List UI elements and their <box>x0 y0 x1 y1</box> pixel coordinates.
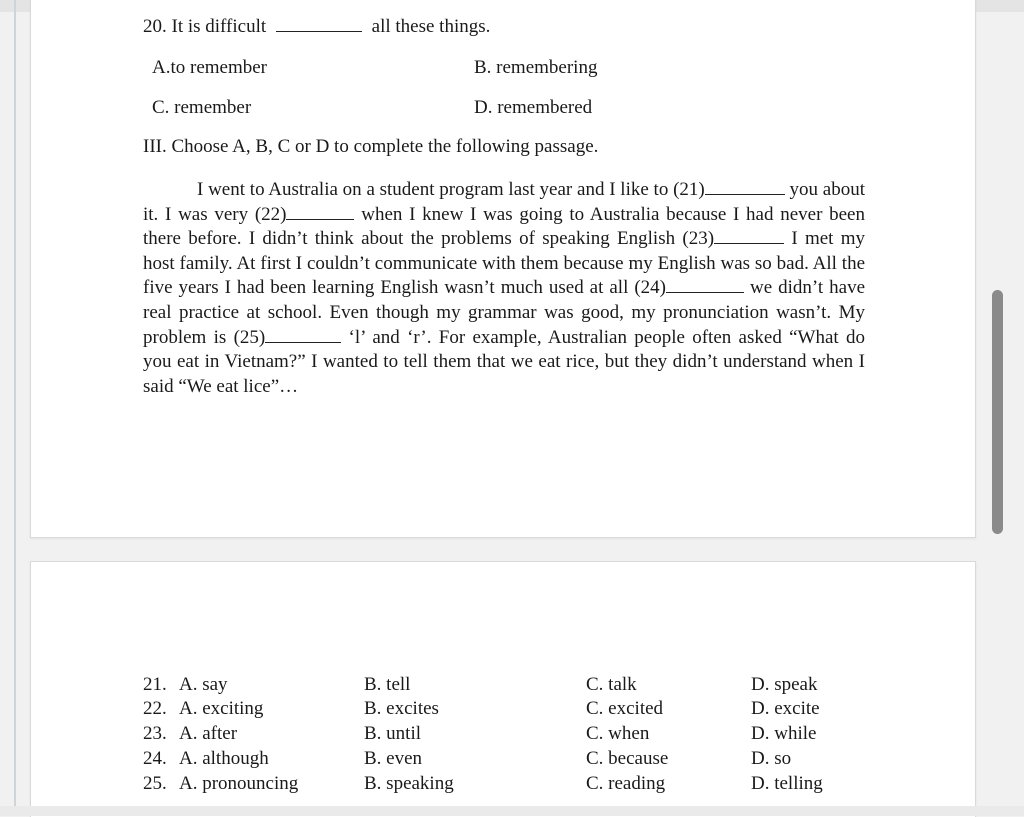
question-20-option-b: B. remembering <box>474 57 598 78</box>
blank-23 <box>714 242 784 244</box>
question-number: 21. <box>143 674 167 695</box>
answer-row-22 <box>143 698 863 723</box>
option-c: C. when <box>586 723 650 744</box>
option-c: C. because <box>586 748 669 769</box>
option-b: B. tell <box>364 674 411 695</box>
scrollbar-thumb[interactable] <box>992 290 1003 534</box>
question-number: 25. <box>143 773 167 794</box>
option-c: C. excited <box>586 698 664 719</box>
option-c: C. reading <box>586 773 666 794</box>
bottom-bar <box>0 806 1024 816</box>
left-margin-rule <box>14 0 16 816</box>
question-20-suffix: all these things. <box>371 16 491 37</box>
answer-row-25 <box>143 773 863 798</box>
blank-25 <box>265 341 341 343</box>
answer-row-21 <box>143 674 863 699</box>
option-d: D. excite <box>751 698 820 719</box>
option-a: A. although <box>179 748 269 769</box>
option-b: B. even <box>364 748 423 769</box>
passage-part-4: I met my host family. At first I couldn’t communicate with them because my English was so bad. All the five years I had been learning English wasn’t much used at all (24) <box>143 228 865 299</box>
question-number: 22. <box>143 698 167 719</box>
blank-21 <box>705 193 785 195</box>
option-d: D. while <box>751 723 817 744</box>
option-b: B. until <box>364 723 422 744</box>
option-d: D. speak <box>751 674 818 695</box>
question-number: 24. <box>143 748 167 769</box>
question-20-prefix: 20. It is difficult <box>143 16 267 37</box>
blank-22 <box>286 218 354 220</box>
passage-part-2: you about it. I was very (22) <box>143 179 865 225</box>
question-20-option-d: D. remembered <box>474 97 593 118</box>
passage-part-5: we didn’t have real practice at school. Even though my grammar was good, my pronunciation wasn’t. My problem is (25) <box>143 277 866 348</box>
question-20-option-a: A.to remember <box>152 57 268 78</box>
question-20-option-c: C. remember <box>152 97 252 118</box>
option-a: A. exciting <box>179 698 264 719</box>
answer-blank <box>276 30 362 32</box>
blank-24 <box>666 291 744 293</box>
option-a: A. pronouncing <box>179 773 299 794</box>
section-title: III. Choose A, B, C or D to complete the following passage. <box>143 136 599 157</box>
passage-part-3: when I knew I was going to Australia because I had never been there before. I didn’t think about the problems of speaking English (23) <box>143 203 865 250</box>
option-c: C. talk <box>586 674 637 695</box>
answer-row-24 <box>143 748 863 773</box>
option-d: D. telling <box>751 773 823 794</box>
option-a: A. say <box>179 674 228 695</box>
question-number: 23. <box>143 723 167 744</box>
option-a: A. after <box>179 723 238 744</box>
passage-part-1: I went to Australia on a student program last year and I like to (21) <box>197 179 705 200</box>
answer-row-23 <box>143 723 863 748</box>
option-d: D. so <box>751 748 792 769</box>
passage-part-6: ‘l’ and ‘r’. For example, Australian people often asked “What do you eat in Vietnam?” I wanted to tell them that we eat rice, but they didn’t understand when I said “We eat lice”… <box>143 326 865 397</box>
question-20 <box>143 16 490 38</box>
option-b: B. speaking <box>364 773 454 794</box>
passage <box>143 178 865 399</box>
option-b: B. excites <box>364 698 439 719</box>
